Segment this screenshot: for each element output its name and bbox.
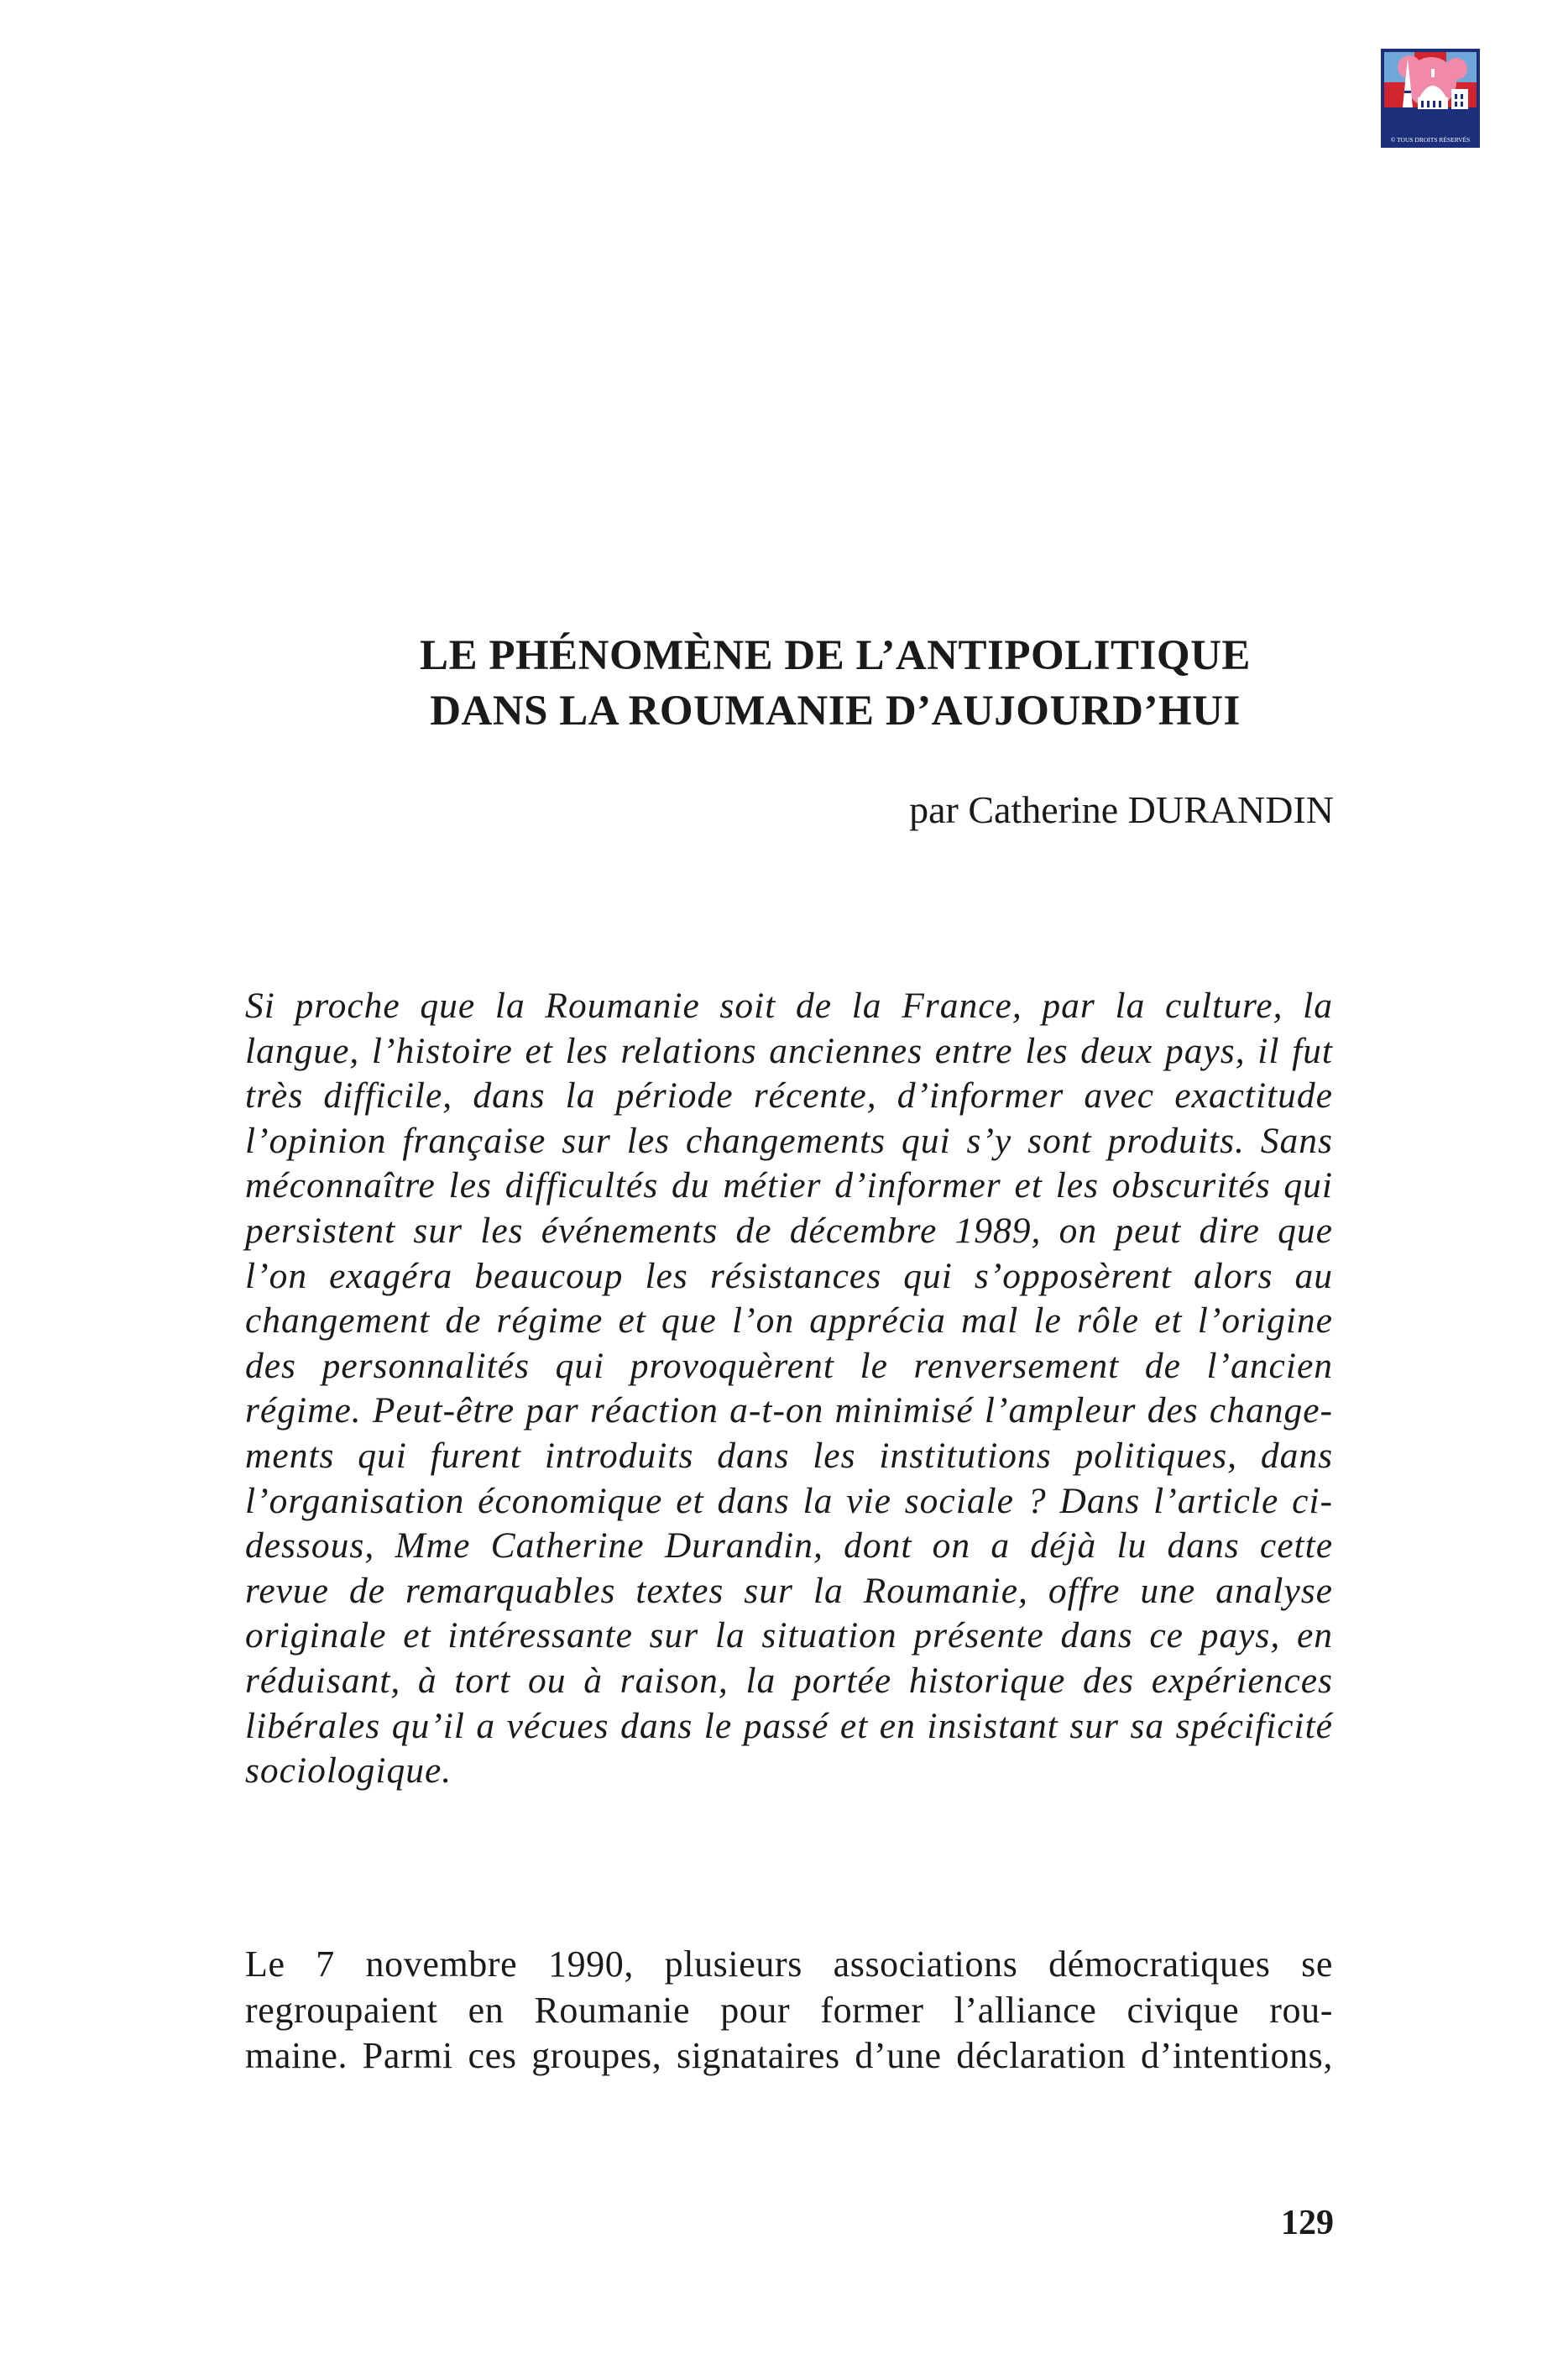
abstract-line: langue, l’histoire et les relations anciennes entre les deux pays, il fut xyxy=(245,1030,1333,1071)
abstract-line: des personnalités qui provoquèrent le renversement de l’ancien xyxy=(245,1345,1333,1386)
abstract-line: dessous, Mme Catherine Durandin, dont on a déjà lu dans cette xyxy=(245,1525,1333,1567)
body-line: maine. Parmi ces groupes, signataires d’une déclaration d’intentions, xyxy=(245,2035,1333,2076)
publisher-logo xyxy=(1381,49,1480,148)
abstract-line: revue de remarquables textes sur la Roumanie, offre une analyse xyxy=(245,1570,1333,1611)
abstract-line: persistent sur les événements de décembre 1989, on peut dire que xyxy=(245,1210,1333,1251)
editorial-abstract xyxy=(245,984,1333,1794)
abstract-line: libérales qu’il a vécues dans le passé et en insistant sur sa spécificité xyxy=(245,1705,1333,1746)
abstract-line: régime. Peut-être par réaction a-t-on minimisé l’ampleur des change- xyxy=(245,1390,1333,1431)
body-paragraph xyxy=(245,1942,1333,2079)
abstract-line: changement de régime et que l’on apprécia mal le rôle et l’origine xyxy=(245,1300,1333,1342)
author-byline: par Catherine DURANDIN xyxy=(909,788,1334,831)
abstract-line: réduisant, à tort ou à raison, la portée historique des expériences xyxy=(245,1660,1333,1701)
logo-caption: © TOUS DROITS RÉSERVÉS xyxy=(1390,136,1471,144)
abstract-line: l’organisation économique et dans la vie sociale ? Dans l’article ci- xyxy=(245,1480,1333,1521)
article-title xyxy=(243,628,1427,739)
abstract-line: méconnaître les difficultés du métier d’informer et les obscurités qui xyxy=(245,1165,1333,1206)
abstract-line: originale et intéressante sur la situation présente dans ce pays, en xyxy=(245,1615,1333,1656)
abstract-line: très difficile, dans la période récente, d’informer avec exactitude xyxy=(245,1075,1333,1117)
abstract-line: ments qui furent introduits dans les institutions politiques, dans xyxy=(245,1435,1333,1476)
abstract-line: l’on exagéra beaucoup les résistances qui s’opposèrent alors au xyxy=(245,1255,1333,1296)
body-line: regroupaient en Roumanie pour former l’alliance civique rou- xyxy=(245,1989,1333,2031)
page-number: 129 xyxy=(1281,2204,1334,2242)
body-line: Le 7 novembre 1990, plusieurs associations démocratiques se xyxy=(245,1943,1333,1985)
abstract-line: l’opinion française sur les changements qui s’y sont produits. Sans xyxy=(245,1120,1333,1161)
abstract-line: sociologique. xyxy=(245,1750,452,1792)
title-line-2: DANS LA ROUMANIE D’AUJOURD’HUI xyxy=(430,688,1241,735)
publisher-seal-icon xyxy=(1381,49,1480,148)
abstract-line: Si proche que la Roumanie soit de la France, par la culture, la xyxy=(245,986,1333,1026)
title-line-1: LE PHÉNOMÈNE DE L’ANTIPOLITIQUE xyxy=(420,632,1251,679)
